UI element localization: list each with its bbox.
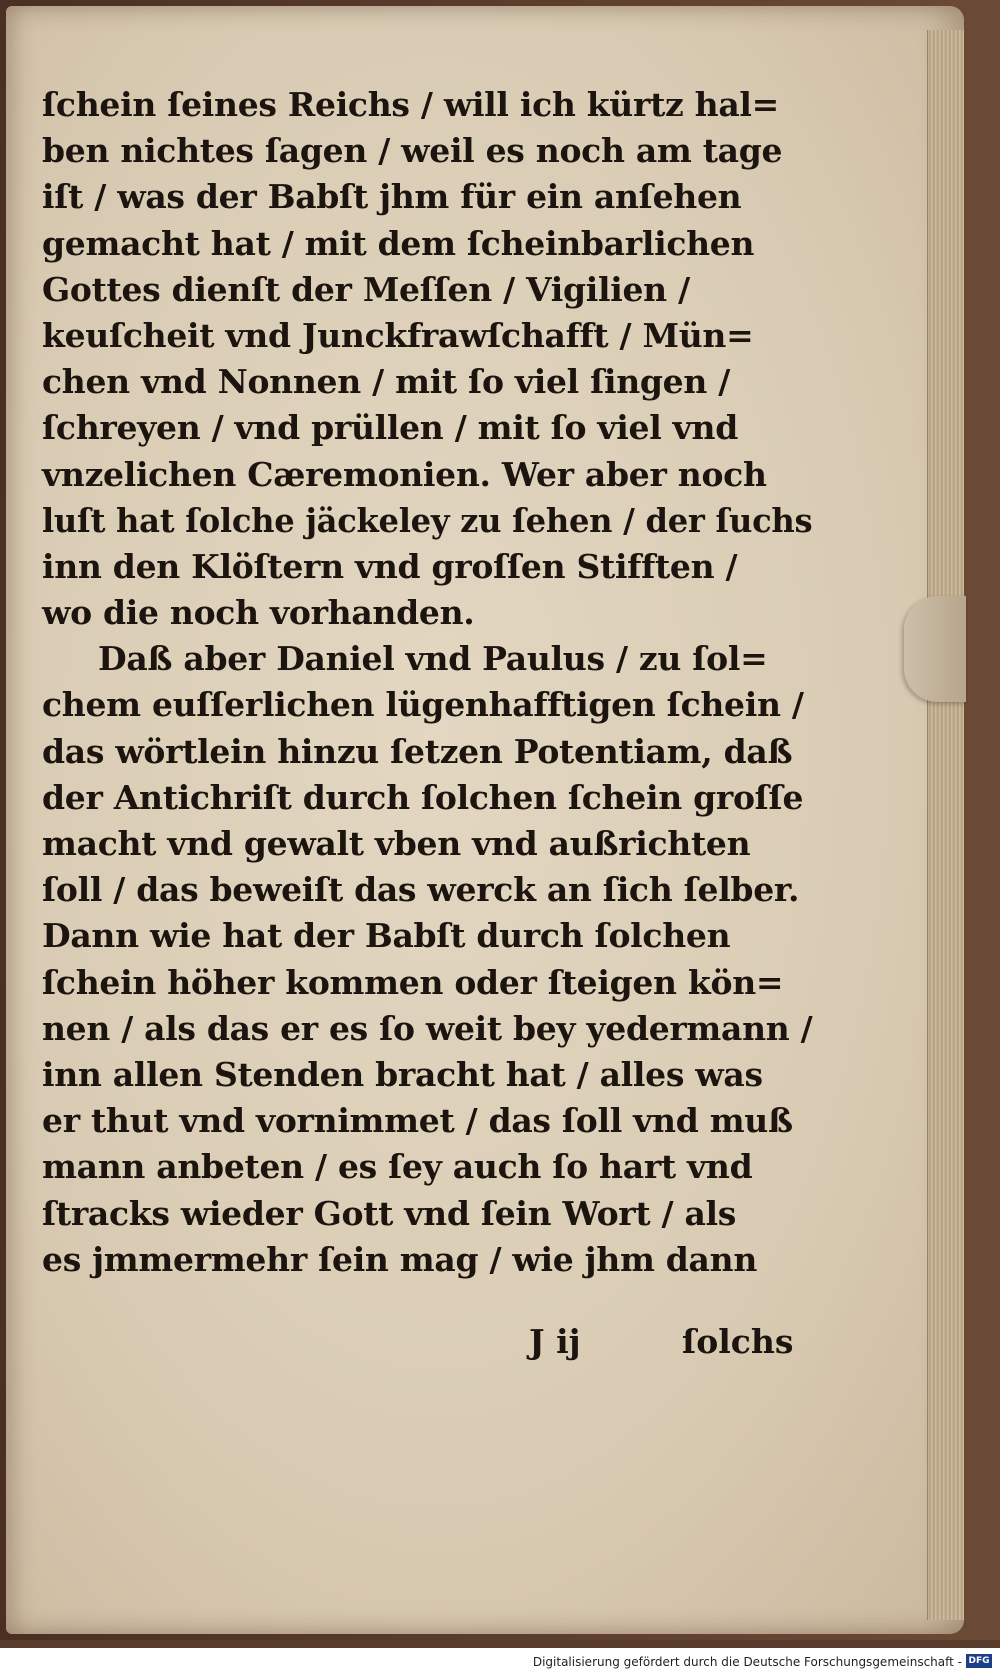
text-line: Gottes dienſt der Meſſen / Vigilien / xyxy=(42,269,690,309)
text-line: ſtracks wieder Gott vnd ſein Wort / als xyxy=(42,1193,737,1233)
text-line: ſchreyen / vnd prüllen / mit ſo viel vnd xyxy=(42,408,738,448)
text-line: ben nichtes ſagen / weil es noch am tage xyxy=(42,131,783,171)
page-edges xyxy=(927,30,964,1620)
text-line: mann anbeten / es ſey auch ſo hart vnd xyxy=(42,1147,753,1187)
text-line: inn den Klöſtern vnd groſſen Stifften / xyxy=(42,546,738,586)
credit-text: Digitalisierung gefördert durch die Deutsche Forschungsgemeinschaft - xyxy=(532,1655,962,1669)
text-line: chen vnd Nonnen / mit ſo viel ſingen / xyxy=(42,362,731,402)
text-line: gemacht hat / mit dem ſcheinbarlichen xyxy=(42,223,755,263)
page-text xyxy=(42,82,812,1283)
text-line: wo die noch vorhanden. xyxy=(42,593,475,633)
signature-mark: J ij xyxy=(529,1322,581,1361)
paragraph-start-line: Daß aber Daniel vnd Paulus / zu ſol= xyxy=(98,639,768,679)
text-line: macht vnd gewalt vben vnd außrichten xyxy=(42,824,751,863)
text-line: das wörtlein hinzu ſetzen Potentiam, daß xyxy=(42,731,793,771)
text-line: ſoll / das beweiſt das werck an ſich ſelber. xyxy=(42,870,800,910)
catchword: ſolchs xyxy=(682,1322,794,1361)
text-line: Dann wie hat der Babſt durch ſolchen xyxy=(42,916,731,956)
text-line: inn allen Stenden bracht hat / alles was xyxy=(42,1054,763,1094)
text-line: es jmmermehr ſein mag / wie jhm dann xyxy=(42,1239,758,1279)
text-line: er thut vnd vornimmet / das ſoll vnd muß xyxy=(42,1101,793,1141)
credit-bar xyxy=(0,1648,1000,1677)
text-line: iſt / was der Babſt jhm für ein anſehen xyxy=(42,177,742,217)
dfg-logo: DFG xyxy=(966,1654,992,1668)
text-line: luſt hat ſolche jäckeley zu ſehen / der ſuchs xyxy=(42,500,813,540)
text-line: chem euſſerlichen lügenhafftigen ſchein / xyxy=(42,685,804,725)
text-line: ſchein höher kommen oder ſteigen kön= xyxy=(42,962,784,1002)
text-line: nen / als das er es ſo weit bey yedermann / xyxy=(42,1008,813,1048)
page-clip xyxy=(904,596,966,702)
text-line: der Antichriſt durch ſolchen ſchein groſſe xyxy=(42,777,804,817)
text-line: vnzelichen Cæremonien. Wer aber noch xyxy=(42,454,767,494)
text-line: ſchein ſeines Reichs / will ich kürtz hal= xyxy=(42,85,780,124)
page-footer xyxy=(42,1322,812,1368)
book-page xyxy=(6,6,964,1634)
text-line: keuſcheit vnd Junckfrawſchafft / Mün= xyxy=(42,315,754,355)
